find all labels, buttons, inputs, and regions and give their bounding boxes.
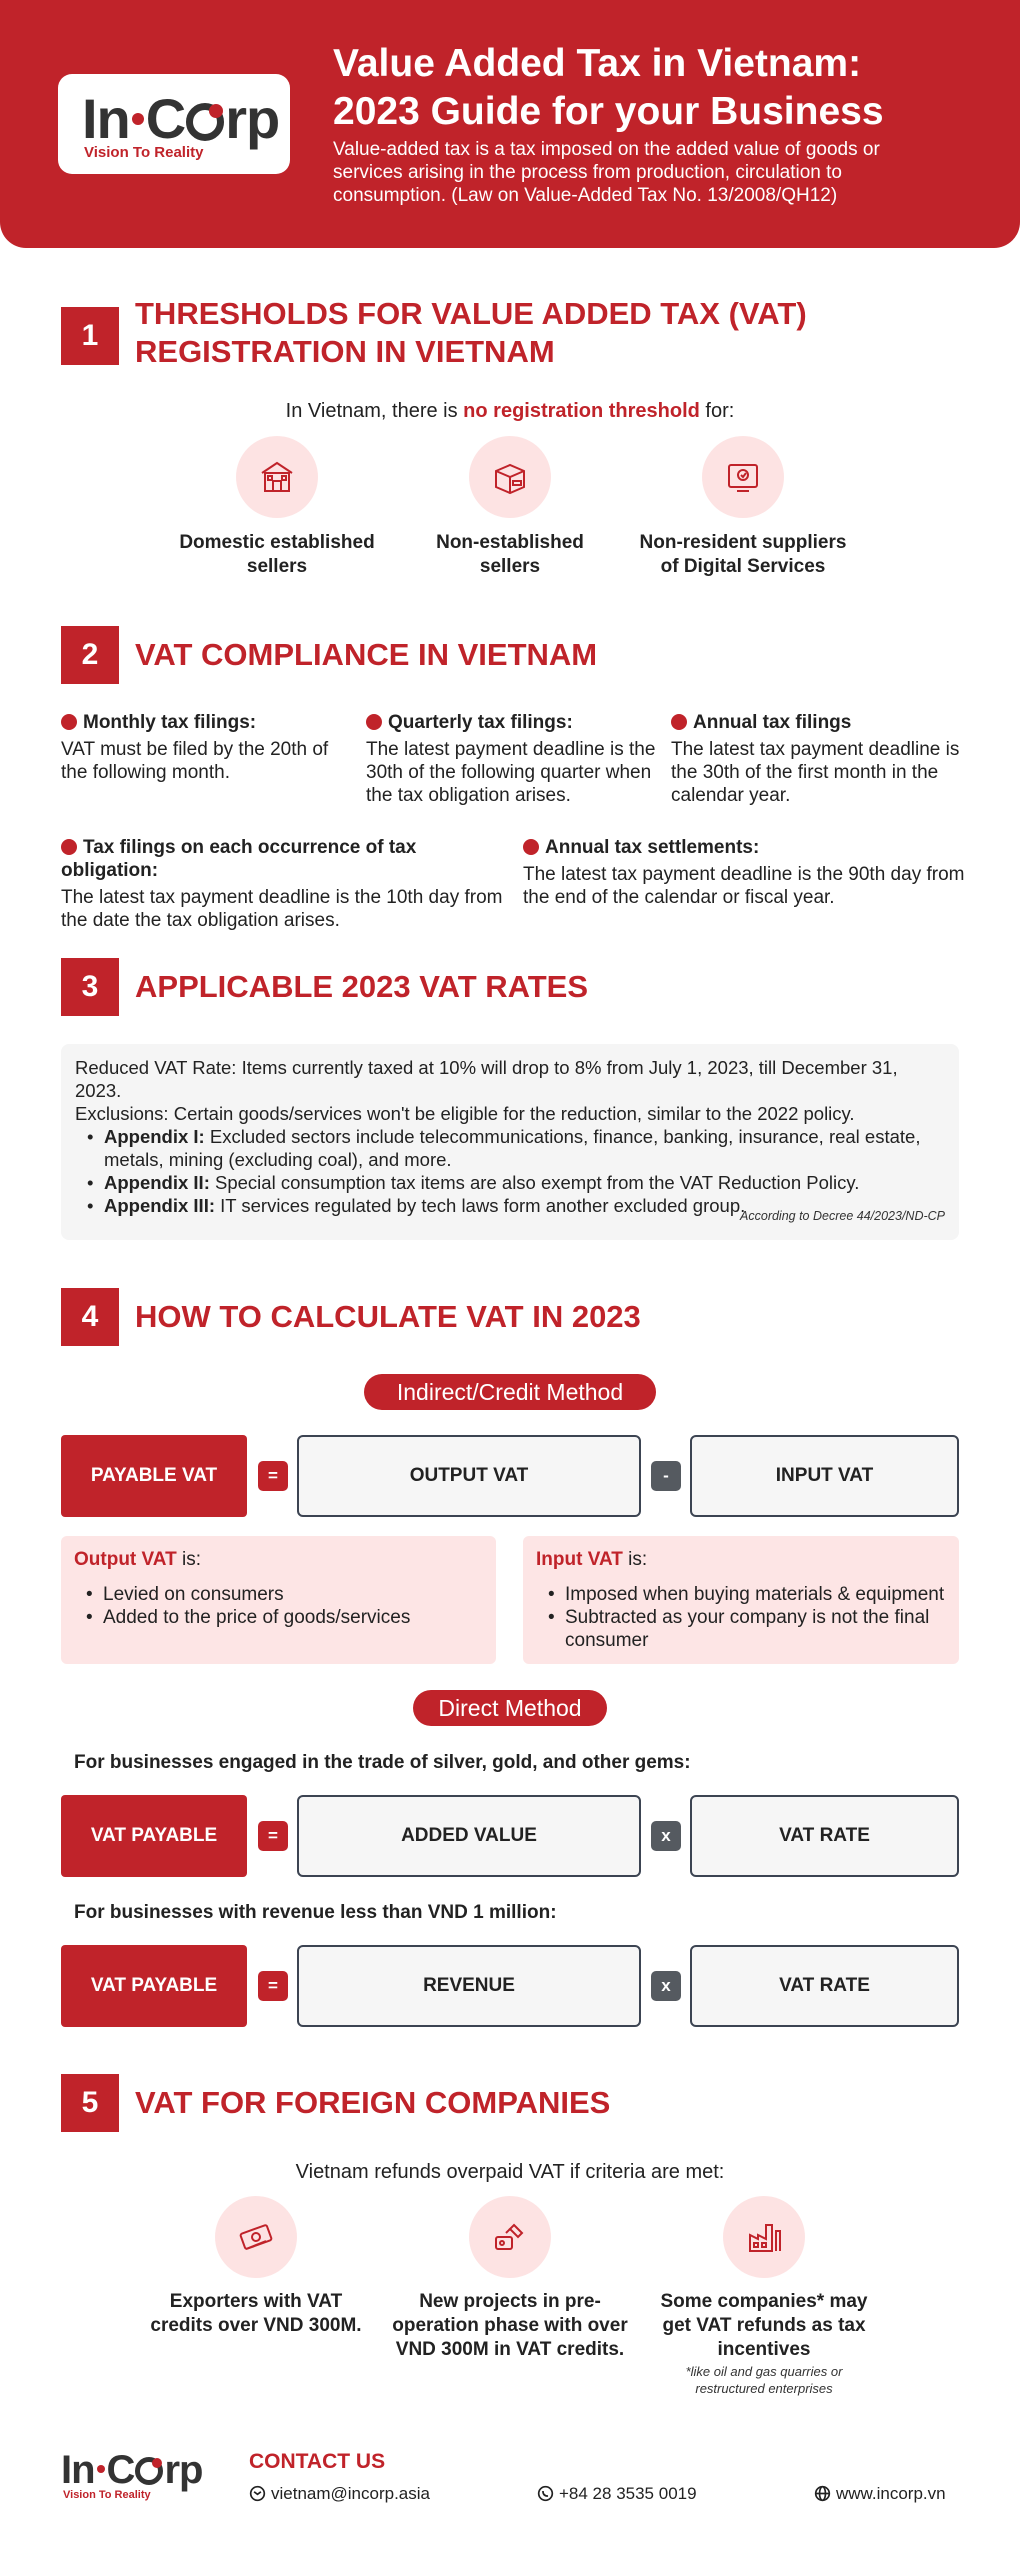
indirect-method-label: Indirect/Credit Method (364, 1374, 656, 1410)
list-item: • Subtracted as your company is not the final consumer (548, 1606, 946, 1652)
logo-wordmark: In C rp (82, 87, 280, 150)
equals-icon: = (258, 1971, 288, 2001)
footer-logo-tagline: Vision To Reality (63, 2489, 151, 2501)
bullet-dot-icon (61, 839, 77, 855)
appendix-item: • Appendix I: Excluded sectors include telecommunications, finance, banking, insurance, real estate, metals, mining (excluding coal), and more. (87, 1125, 945, 1171)
logo[interactable] (58, 74, 290, 174)
section-number-2: 2 (61, 626, 119, 684)
threshold-intro: In Vietnam, there is no registration threshold for: (285, 400, 735, 422)
bullet-dot-icon (523, 839, 539, 855)
header-banner (0, 0, 1020, 248)
bullet-dot-icon (671, 714, 687, 730)
appendix-item: • Appendix III: IT services regulated by tech laws form another excluded group. (87, 1194, 945, 1217)
page-title (333, 40, 973, 136)
globe-icon (814, 2485, 831, 2502)
package-icon (469, 436, 551, 518)
threshold-highlight: no registration threshold (463, 400, 700, 422)
added-value-box: ADDED VALUE (297, 1795, 641, 1877)
exclusions-text: Exclusions: Certain goods/services won't be eligible for the reduction, similar to the 2022 policy. (75, 1103, 855, 1124)
threshold-item-domestic: Domestic established sellers (179, 532, 375, 577)
section-title-3: APPLICABLE 2023 VAT RATES (135, 969, 589, 1004)
list-item: • Added to the price of goods/services (86, 1606, 483, 1629)
vat-rate-box: VAT RATE (690, 1945, 959, 2027)
project-icon (469, 2196, 551, 2278)
section-title-1-line1: THRESHOLDS FOR VALUE ADDED TAX (VAT) (135, 296, 807, 331)
vat-rates-box (61, 1044, 959, 1240)
money-icon (215, 2196, 297, 2278)
vat-payable-box: VAT PAYABLE (61, 1945, 247, 2027)
threshold-item-non-resident: Non-resident suppliers of Digital Services (639, 532, 847, 577)
revenue-box: REVENUE (297, 1945, 641, 2027)
refund-item-incentives: Some companies* may get VAT refunds as tax incentives (660, 2291, 868, 2360)
store-icon (236, 436, 318, 518)
page-title-line1: Value Added Tax in Vietnam: (333, 42, 862, 85)
direct-gems-label: For businesses engaged in the trade of silver, gold, and other gems: (74, 1752, 691, 1773)
list-item: • Imposed when buying materials & equipment (548, 1583, 946, 1606)
output-vat-explanation: Output VAT is: • Levied on consumers • Added to the price of goods/services (61, 1536, 496, 1664)
section-number-4: 4 (61, 1288, 119, 1346)
multiply-icon: x (651, 1821, 681, 1851)
appendix-item: • Appendix II: Special consumption tax items are also exempt from the VAT Reduction Policy. (87, 1171, 945, 1194)
bullet-dot-icon (61, 714, 77, 730)
multiply-icon: x (651, 1971, 681, 2001)
compliance-quarterly: Quarterly tax filings: The latest payment deadline is the 30th of the following quarter when the tax obligation arises. (366, 712, 656, 806)
incentive-footnote: *like oil and gas quarries or restructured enterprises (685, 2364, 843, 2396)
compliance-each-occurrence: Tax filings on each occurrence of tax obligation: The latest tax payment deadline is the 10th day from the date the tax obligation arises. (61, 837, 503, 931)
input-vat-box: INPUT VAT (690, 1435, 959, 1517)
direct-method-label: Direct Method (413, 1690, 607, 1726)
compliance-annual: Annual tax filings The latest tax payment deadline is the 30th of the first month in the calendar year. (671, 712, 960, 806)
compliance-monthly: Monthly tax filings: VAT must be filed by the 20th of the following month. (61, 712, 329, 783)
payable-vat-box: PAYABLE VAT (61, 1435, 247, 1517)
section-title-1 (135, 295, 807, 371)
vat-payable-box: VAT PAYABLE (61, 1795, 247, 1877)
page-subtitle: Value-added tax is a tax imposed on the added value of goods or services arising in the process from production, circulation to consumption. (Law on Value-Added Tax No. 13/2008/QH12) (333, 139, 880, 206)
input-vat-explanation: Input VAT is: • Imposed when buying materials & equipment • Subtracted as your company is not the final consumer (523, 1536, 959, 1664)
contact-website[interactable]: www.incorp.vn (814, 2484, 946, 2504)
list-item: • Levied on consumers (86, 1583, 483, 1606)
contact-title: CONTACT US (249, 2450, 386, 2473)
factory-icon (723, 2196, 805, 2278)
footer-logo[interactable]: In C rp (61, 2448, 203, 2492)
email-icon (249, 2485, 266, 2502)
contact-phone[interactable]: +84 28 3535 0019 (537, 2484, 697, 2504)
digital-service-icon (702, 436, 784, 518)
section-number-1: 1 (61, 307, 119, 365)
bullet-dot-icon (366, 714, 382, 730)
output-vat-box: OUTPUT VAT (297, 1435, 641, 1517)
compliance-annual-settlement: Annual tax settlements: The latest tax payment deadline is the 90th day from the end of the calendar or fiscal year. (523, 837, 965, 908)
direct-revenue-label: For businesses with revenue less than VND 1 million: (74, 1902, 557, 1923)
refund-item-exporters: Exporters with VAT credits over VND 300M. (150, 2291, 362, 2336)
section-number-3: 3 (61, 958, 119, 1016)
refund-item-new-projects: New projects in pre- operation phase with over VND 300M in VAT credits. (392, 2291, 628, 2360)
phone-icon (537, 2485, 554, 2502)
decree-source: According to Decree 44/2023/ND-CP (740, 1209, 945, 1223)
section-title-4: HOW TO CALCULATE VAT IN 2023 (135, 1299, 641, 1334)
logo-tagline: Vision To Reality (84, 144, 204, 161)
page-title-line2: 2023 Guide for your Business (333, 90, 884, 133)
section-title-2: VAT COMPLIANCE IN VIETNAM (135, 637, 598, 672)
appendix-list (87, 1125, 945, 1217)
section-number-5: 5 (61, 2074, 119, 2132)
contact-email[interactable]: vietnam@incorp.asia (249, 2484, 430, 2504)
equals-icon: = (258, 1821, 288, 1851)
section-title-1-line2: REGISTRATION IN VIETNAM (135, 334, 555, 369)
globe-icon (186, 103, 224, 141)
minus-icon: - (651, 1461, 681, 1491)
refund-intro: Vietnam refunds overpaid VAT if criteria are met: (295, 2161, 725, 2183)
globe-icon (135, 2457, 163, 2485)
equals-icon: = (258, 1461, 288, 1491)
reduced-rate-text: Reduced VAT Rate: Items currently taxed at 10% will drop to 8% from July 1, 2023, till December 31, 2023. (75, 1057, 898, 1101)
section-title-5: VAT FOR FOREIGN COMPANIES (135, 2085, 611, 2120)
threshold-item-non-established: Non-established sellers (436, 532, 584, 577)
vat-rate-box: VAT RATE (690, 1795, 959, 1877)
